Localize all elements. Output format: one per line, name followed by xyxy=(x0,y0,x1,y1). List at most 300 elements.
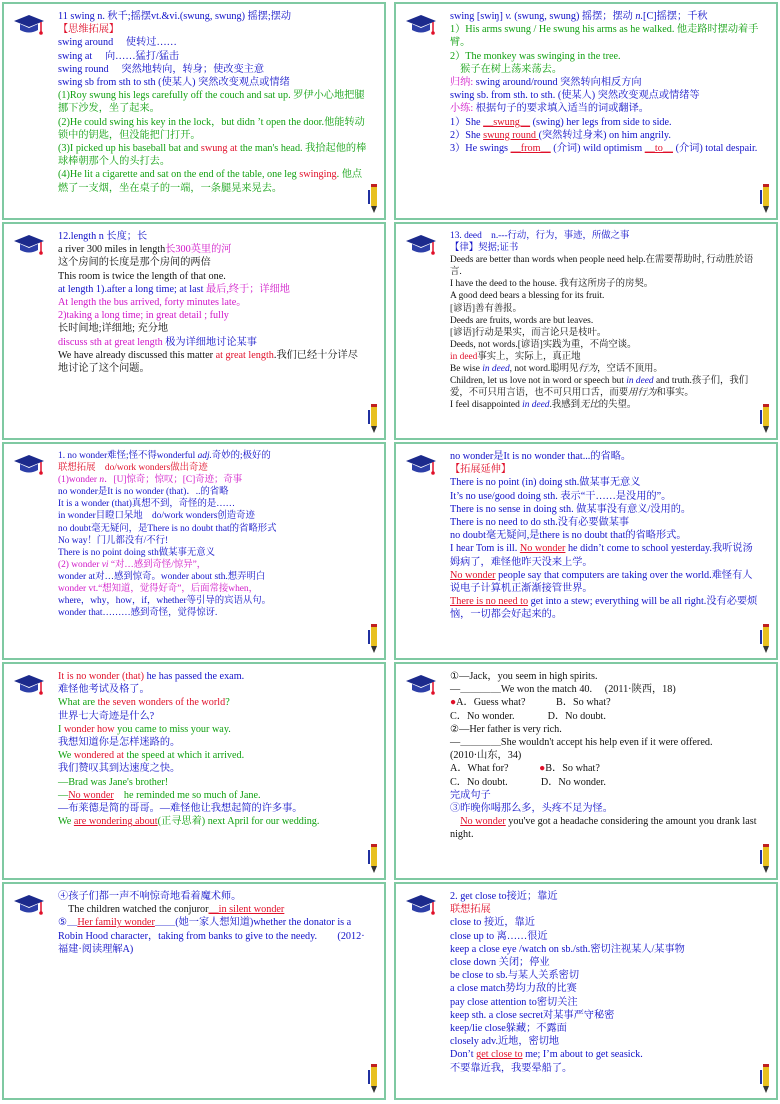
text-segment: close to 接近，靠近 xyxy=(450,917,535,929)
text-segment: 2. get close to接近；靠近 xyxy=(450,891,558,902)
text-line xyxy=(450,399,760,411)
answer-mark-icon: ● xyxy=(539,763,546,775)
text-segment: 2)taking a long time; in great detail ; fully xyxy=(58,310,229,322)
text-segment: 归纳: xyxy=(450,77,476,89)
text-line xyxy=(58,683,368,696)
text-line xyxy=(58,547,368,559)
text-segment: (3)I picked up his baseball bat and xyxy=(58,143,201,155)
text-line xyxy=(58,890,368,903)
pencil-icon xyxy=(760,1060,772,1094)
text-segment: pay close attention to密切关注 xyxy=(450,996,578,1008)
pencil-icon xyxy=(368,1060,380,1094)
text-segment: (介词) total despair. xyxy=(673,143,758,155)
pencil-icon xyxy=(760,620,772,654)
text-line xyxy=(58,595,368,607)
slide-content xyxy=(450,10,760,214)
text-segment: Deeds are better than words when people need help.在需要帮助时, 行动胜於语言. xyxy=(450,255,754,278)
text-line xyxy=(450,102,760,115)
text-segment: Don’t xyxy=(450,1049,477,1061)
text-segment: at length 1).after a long time; at last xyxy=(58,283,206,295)
graduation-cap-icon xyxy=(404,892,438,918)
text-line xyxy=(58,723,368,736)
text-line xyxy=(58,696,368,709)
text-line xyxy=(58,336,368,349)
text-line xyxy=(450,903,760,916)
graduation-cap-icon xyxy=(12,12,46,38)
graduation-cap-icon xyxy=(404,672,438,698)
text-segment: wonder at对…感到惊奇。wonder about sth.想弄明白 xyxy=(58,571,266,582)
graduation-cap-icon xyxy=(404,452,438,478)
text-line xyxy=(450,290,760,302)
text-segment: in deed xyxy=(522,400,550,411)
text-line xyxy=(450,116,760,129)
text-segment: closely adv.近地，密切地 xyxy=(450,1036,560,1048)
text-segment: me; I’m about to get seasick. xyxy=(522,1049,643,1061)
text-line xyxy=(450,1035,760,1048)
text-line xyxy=(450,789,760,802)
text-line xyxy=(450,63,760,76)
slide-content xyxy=(450,670,760,874)
text-segment: people say that computers are taking over the world.难怪有人说电子计算机正渐渐接管世界。 xyxy=(450,569,753,595)
text-line xyxy=(58,498,368,510)
text-line xyxy=(450,89,760,102)
text-line xyxy=(450,375,760,399)
text-segment: swing round 突然地转向，转身；使改变主意 xyxy=(58,63,265,75)
text-segment: (swing) her legs from side to side. xyxy=(530,116,672,128)
text-segment: (1)Roy swung his legs carefully off the couch and sat up. 罗伊小心地把腿挪下沙发，坐了起来。 xyxy=(58,90,365,115)
text-line xyxy=(58,670,368,683)
text-line xyxy=(58,349,368,375)
text-segment: swing around/round 突然转向相反方向 xyxy=(475,77,642,89)
text-segment: This room is twice the length of that one. xyxy=(58,270,226,282)
text-segment: discuss sth at great length xyxy=(58,336,166,348)
graduation-cap-icon xyxy=(12,452,46,478)
text-line xyxy=(450,542,760,568)
text-segment: the speed at which it arrived. xyxy=(123,750,245,762)
text-line xyxy=(450,595,760,621)
text-line xyxy=(58,802,368,815)
text-segment: 联想拓展 xyxy=(450,904,491,916)
text-segment: 不要靠近我，我要晕船了。 xyxy=(450,1062,573,1074)
text-segment: ＿in silent wonder xyxy=(208,904,285,916)
text-line xyxy=(450,129,760,142)
text-segment: 我想知道你是怎样迷路的。 xyxy=(58,737,181,749)
text-segment: swinging xyxy=(299,169,337,181)
text-segment: 长300英里的河 xyxy=(165,244,232,256)
text-line xyxy=(58,168,368,194)
graduation-cap-icon xyxy=(12,892,46,918)
text-segment: 行为 xyxy=(578,364,598,375)
text-line xyxy=(58,749,368,762)
text-segment: (介词) wild optimism xyxy=(550,143,645,155)
text-segment: There is no point (in) doing sth.做某事无意义 xyxy=(450,477,641,489)
text-segment: , not word.聪明见 xyxy=(509,364,579,375)
text-segment: vi xyxy=(101,559,109,570)
text-segment: in deed xyxy=(482,364,510,375)
text-line xyxy=(450,683,760,696)
graduation-cap-icon xyxy=(12,232,46,258)
text-segment: Be wise xyxy=(450,364,483,375)
text-line xyxy=(450,278,760,290)
text-segment: —Brad was Jane's brother! xyxy=(58,776,169,788)
text-line xyxy=(450,76,760,89)
graduation-cap-icon xyxy=(404,12,438,38)
text-segment: 11 swing n. 秋千;摇摆vt.&vi.(swung, swung) 摇摆;摆动 xyxy=(58,11,292,22)
text-line xyxy=(450,490,760,503)
text-segment: and truth.孩子们，我们爱，不可只用言语，也不可只用口舌，而要 xyxy=(450,376,749,399)
text-line xyxy=(450,327,760,339)
text-line xyxy=(450,463,760,476)
text-line xyxy=(450,142,760,155)
text-line xyxy=(450,363,760,375)
text-segment: 【思维拓展】 xyxy=(58,24,120,36)
slide-content xyxy=(450,890,760,1094)
text-line xyxy=(450,930,760,943)
text-segment: C．No doubt. D．No wonder. xyxy=(450,776,606,788)
slide-7 xyxy=(2,662,386,880)
text-segment: Deeds, not words.[谚语]实践为重，不尚空谈。 xyxy=(450,339,637,350)
text-segment: 世界七大奇迹是什么? xyxy=(58,710,155,722)
text-segment: No wonder xyxy=(460,816,506,828)
text-segment: There is no sense in doing sth. 做某事没有意义/没用的。 xyxy=(450,503,692,515)
slide-8 xyxy=(394,662,778,880)
text-segment: in wonder目瞪口呆地 do/work wonders创造奇迹 xyxy=(58,511,255,522)
text-segment: no wonder是It is no wonder (that)．..的省略 xyxy=(58,487,229,498)
text-segment: the seven wonders of the world xyxy=(97,697,226,709)
text-segment: —＿＿＿＿She wouldn't accept his help even if it were offered. (2010·山东，34) xyxy=(450,737,754,762)
graduation-cap-icon xyxy=(404,232,438,258)
text-segment: get close to xyxy=(476,1049,523,1061)
text-segment: There is no need to xyxy=(450,596,529,608)
text-segment: [谚语]行动是果实，而言论只是枝叶。 xyxy=(450,327,607,338)
text-segment: ．[U]惊奇；惊叹；[C]奇迹；奇事 xyxy=(104,475,243,486)
text-line xyxy=(58,776,368,789)
text-segment: swung round xyxy=(483,129,539,141)
text-segment: 2）The monkey was swinging in the tree. xyxy=(450,50,621,62)
text-segment: 事实上，实际上，真正地 xyxy=(477,351,581,362)
text-segment: ③昨晚你喝那么多，头疼不足为怪。 xyxy=(450,803,613,815)
pencil-icon xyxy=(368,180,380,214)
text-segment: keep/lie close躲藏；不露面 xyxy=(450,1023,567,1035)
text-line xyxy=(58,322,368,335)
text-segment: No way！门儿都没有/不行! xyxy=(58,535,169,546)
text-segment: no doubt毫无疑问，是There is no doubt that的省略形式 xyxy=(58,523,277,534)
text-line xyxy=(450,776,760,789)
text-line xyxy=(450,670,760,683)
text-line xyxy=(450,450,760,463)
text-segment: 最后,终于；详细地 xyxy=(205,283,290,295)
text-line xyxy=(450,23,760,49)
text-line xyxy=(58,283,368,296)
text-line xyxy=(58,142,368,168)
text-segment: No wonder xyxy=(68,789,114,801)
text-segment: swing sb from sth to sth (使某人) 突然改变观点或情绪 xyxy=(58,77,290,89)
text-segment: a close match势均力敌的比赛 xyxy=(450,983,577,995)
text-line xyxy=(450,303,760,315)
text-segment: Her family wonder xyxy=(77,917,155,929)
slide-6 xyxy=(394,442,778,660)
text-line xyxy=(450,569,760,595)
text-line xyxy=(58,76,368,89)
text-segment: 2）She xyxy=(450,129,484,141)
text-segment: (1)wonder xyxy=(58,475,100,486)
text-segment: 【律】契据;证书 xyxy=(450,243,519,254)
text-line xyxy=(58,89,368,115)
text-segment: a river 300 miles in length xyxy=(58,244,166,256)
text-segment: I feel disappointed xyxy=(450,400,523,411)
text-segment: ＿from＿ xyxy=(510,143,551,155)
text-segment: [C]摇摆；千秋 xyxy=(643,11,708,22)
text-segment: 【拓展延伸】 xyxy=(450,464,512,476)
text-line xyxy=(450,516,760,529)
text-segment: 联想拓展 do/work wonders做出奇迹 xyxy=(58,463,208,474)
pencil-icon xyxy=(760,400,772,434)
text-line xyxy=(58,36,368,49)
text-segment: 和事实。 xyxy=(656,388,694,399)
text-segment: We xyxy=(58,816,74,828)
text-segment: swing sb. from sth. to sth. (使某人) 突然改变观点或情绪等 xyxy=(450,90,700,102)
text-segment: wonder that………感到奇怪，觉得惊讶. xyxy=(58,608,218,619)
text-segment: [谚语]善有善报。 xyxy=(450,303,522,314)
text-segment: ②—Her father is very rich. xyxy=(450,723,562,735)
text-segment: 完成句子 xyxy=(450,789,491,801)
slide-3 xyxy=(2,222,386,440)
text-segment: you've got a headache considering the amount you drank last night. xyxy=(450,816,757,841)
text-segment: I xyxy=(58,723,64,735)
text-segment: wondered at xyxy=(73,750,124,762)
text-line xyxy=(58,789,368,802)
answer-mark-icon: ● xyxy=(450,697,457,709)
text-line xyxy=(58,559,368,571)
text-line xyxy=(58,710,368,723)
text-segment: We have already discussed this matter xyxy=(58,349,216,361)
text-line xyxy=(58,462,368,474)
text-segment: Children, let us love not in word or speech but xyxy=(450,376,627,387)
text-line xyxy=(58,523,368,535)
text-segment: 的失望。 xyxy=(598,400,637,411)
text-segment: be close to sb.与某人关系密切 xyxy=(450,970,580,982)
text-segment: 13. deed n.---行动，行为，事迹，所做之事 xyxy=(450,231,630,241)
slide-1 xyxy=(2,2,386,220)
text-segment: We xyxy=(58,750,74,762)
text-segment: (2)He could swing his key in the lock，but didn ’t open the door.他能转动锁中的钥匙，但没能把门打开。 xyxy=(58,116,365,141)
text-segment: v. xyxy=(505,11,512,22)
text-line xyxy=(58,256,368,269)
text-line xyxy=(450,10,760,23)
pencil-icon xyxy=(368,620,380,654)
text-segment: in deed xyxy=(450,351,478,362)
text-segment: .我感到 xyxy=(549,400,580,411)
text-segment: he reminded me so much of Jane. xyxy=(113,789,261,801)
pencil-icon xyxy=(760,840,772,874)
text-line xyxy=(450,230,760,242)
text-segment: 1. no wonder难怪;怪不得wonderful xyxy=(58,451,198,461)
text-segment: n. xyxy=(635,11,644,22)
text-segment: (2) wonder xyxy=(58,559,102,570)
text-segment: 猴子在树上荡来荡去。 xyxy=(450,63,563,75)
text-segment: ＿to＿ xyxy=(644,143,674,155)
text-line xyxy=(58,815,368,828)
text-segment: 根据句子的要求填入适当的词或翻译。 xyxy=(475,103,649,115)
text-segment: 这个房间的长度是那个房间的两倍 xyxy=(58,257,211,269)
text-segment: (4)He lit a cigarette and sat on the end of the table, one leg xyxy=(58,169,300,181)
text-segment: I hear Tom is ill. xyxy=(450,543,520,555)
text-segment: I have the deed to the house. 我有这所房子的房契。 xyxy=(450,279,654,290)
text-segment: he has passed the exam. xyxy=(144,671,245,682)
text-segment: (突然转过身来) on him angrily. xyxy=(538,129,671,141)
text-line xyxy=(450,996,760,1009)
text-line xyxy=(450,339,760,351)
text-segment: There is no need to do sth.没有必要做某事 xyxy=(450,517,630,529)
text-segment: ④孩子们都一声不响惊奇地看着魔术师。 xyxy=(58,891,242,902)
pencil-icon xyxy=(368,400,380,434)
text-line xyxy=(450,242,760,254)
text-segment: where，why，how，if，whether等引导的宾语从句。 xyxy=(58,596,271,607)
text-segment: n xyxy=(99,475,105,486)
text-segment: swing [swiŋ] xyxy=(450,11,506,22)
text-line xyxy=(450,710,760,723)
text-segment: adj. xyxy=(197,451,212,461)
text-segment: 1）She xyxy=(450,116,484,128)
text-segment: ①—Jack，you seem in high spirits. xyxy=(450,671,598,682)
text-segment: ⑤＿ xyxy=(58,917,78,929)
text-line xyxy=(58,296,368,309)
text-segment: wonder vt.“想知道，觉得好奇”，后面常接when， xyxy=(58,584,258,595)
text-segment: It is a wonder (that)真想不到，奇怪的是…… xyxy=(58,499,236,510)
text-segment: the man's head. 我拾起他的棒球棒朝那个人的头打去。 xyxy=(58,143,367,168)
text-line xyxy=(58,270,368,283)
text-line xyxy=(58,607,368,619)
text-line xyxy=(58,243,368,256)
text-line xyxy=(450,315,760,327)
text-segment: . 他点燃了一支烟，坐在桌子的一端，一条腿晃来晃去。 xyxy=(58,169,363,194)
text-segment: keep sth. a close secret对某事严守秘密 xyxy=(450,1009,615,1021)
text-line xyxy=(450,802,760,815)
text-segment: What are xyxy=(58,697,98,709)
slide-content xyxy=(58,670,368,874)
text-segment: At length the bus arrived, forty minutes late。 xyxy=(58,297,247,309)
text-segment: .我们已经十分详尽地讨论了这个问题。 xyxy=(58,349,358,375)
slide-content xyxy=(450,230,760,434)
text-line xyxy=(450,254,760,278)
text-segment: ＿＿(她一家人想知道)whether the donator is a Robin Hood character，taking from banks to give to the needy. (2012·福建·阅读理解A) xyxy=(58,917,365,955)
text-segment: — xyxy=(58,789,69,801)
text-line xyxy=(450,503,760,516)
text-segment: 我们赞叹其到达速度之快。 xyxy=(58,763,181,775)
text-line xyxy=(450,351,760,363)
text-line xyxy=(450,723,760,736)
text-segment: swing around 使转过…… xyxy=(58,37,177,49)
text-segment: no doubt毫无疑问,是there is no doubt that的省略形式。 xyxy=(450,530,687,542)
text-segment: ＿swung＿ xyxy=(483,116,531,128)
slide-content xyxy=(58,10,368,214)
text-line xyxy=(450,1022,760,1035)
text-line xyxy=(450,956,760,969)
text-line xyxy=(58,230,368,243)
slide-content xyxy=(450,450,760,654)
text-line xyxy=(58,309,368,322)
text-line xyxy=(58,486,368,498)
text-line xyxy=(58,510,368,522)
text-line xyxy=(450,1062,760,1075)
text-line xyxy=(450,982,760,995)
text-segment: at great length xyxy=(215,349,274,361)
text-line xyxy=(450,529,760,542)
pencil-icon xyxy=(760,180,772,214)
slide-content xyxy=(58,890,368,1094)
text-segment: wonder how xyxy=(63,723,115,735)
slide-5 xyxy=(2,442,386,660)
text-segment: No wonder xyxy=(519,543,566,555)
text-segment: swing at 向……猛打/猛击 xyxy=(58,50,180,62)
text-line xyxy=(58,571,368,583)
text-segment: There is no point doing sth做某事无意义 xyxy=(58,547,216,558)
text-line xyxy=(58,535,368,547)
text-segment: swung at xyxy=(200,143,238,155)
text-line xyxy=(58,63,368,76)
text-segment: A good deed bears a blessing for its fruit. xyxy=(450,291,605,302)
text-line xyxy=(58,916,368,956)
text-segment: in deed xyxy=(626,376,654,387)
text-segment: 奇妙的;极好的 xyxy=(211,451,271,461)
text-line xyxy=(58,450,368,462)
text-line xyxy=(58,10,368,23)
slide-2 xyxy=(394,2,778,220)
text-segment: —＿＿＿＿We won the match 40. (2011·陕西，18) xyxy=(450,684,676,696)
slide-10 xyxy=(394,882,778,1100)
text-line xyxy=(450,476,760,489)
text-segment: “对…感到奇怪/惊异”， xyxy=(108,559,207,570)
text-line xyxy=(450,1048,760,1061)
text-segment: ，空话不顶用。 xyxy=(597,364,663,375)
text-segment: 极为详细地讨论某事 xyxy=(165,336,257,348)
text-segment: (正寻思着) next April for our wedding. xyxy=(157,816,320,828)
text-line xyxy=(58,903,368,916)
slide-content xyxy=(58,450,368,654)
text-segment: 12.length n 长度；长 xyxy=(58,231,148,242)
text-line xyxy=(58,762,368,775)
text-segment: 无比 xyxy=(579,400,599,411)
text-line xyxy=(450,916,760,929)
text-line xyxy=(58,736,368,749)
text-segment: are wondering about xyxy=(73,816,158,828)
text-segment: 3）He swings xyxy=(450,143,511,155)
text-segment: —布莱德是简的哥哥。—难怪他让我想起简的许多事。 xyxy=(58,803,303,815)
text-segment: A．What for? ●B．So what? xyxy=(450,763,600,775)
text-segment: The children watched the conjuror xyxy=(58,904,209,916)
slide-content xyxy=(58,230,368,434)
graduation-cap-icon xyxy=(12,672,46,698)
text-segment: It’s no use/good doing sth. 表示“干……是没用的”。 xyxy=(450,490,672,502)
text-segment: 1）His arms swung / He swung his arms as he walked. 他走路时摆动着手臂。 xyxy=(450,24,759,49)
text-segment xyxy=(450,816,460,827)
text-segment: It is no wonder (that) xyxy=(58,671,145,682)
text-segment: 难怪他考试及格了。 xyxy=(58,684,150,696)
text-line xyxy=(450,762,760,775)
text-line xyxy=(450,736,760,762)
text-segment: he didn’t come to school yesterday.我听说汤姆病了，难怪他昨天没来上学。 xyxy=(450,543,753,568)
text-line xyxy=(450,1009,760,1022)
text-segment: no wonder是It is no wonder that...的省略。 xyxy=(450,451,632,462)
text-segment: ? xyxy=(225,697,230,709)
slide-4 xyxy=(394,222,778,440)
text-segment: get into a stew; everything will be all right.没有必要烦恼，一切都会好起来的。 xyxy=(450,596,758,621)
text-line xyxy=(450,969,760,982)
text-segment: keep a close eye /watch on sb./sth.密切注视某人/某事物 xyxy=(450,943,685,955)
text-segment: close down 关闭；停业 xyxy=(450,957,550,969)
text-line xyxy=(58,50,368,63)
pencil-icon xyxy=(368,840,380,874)
